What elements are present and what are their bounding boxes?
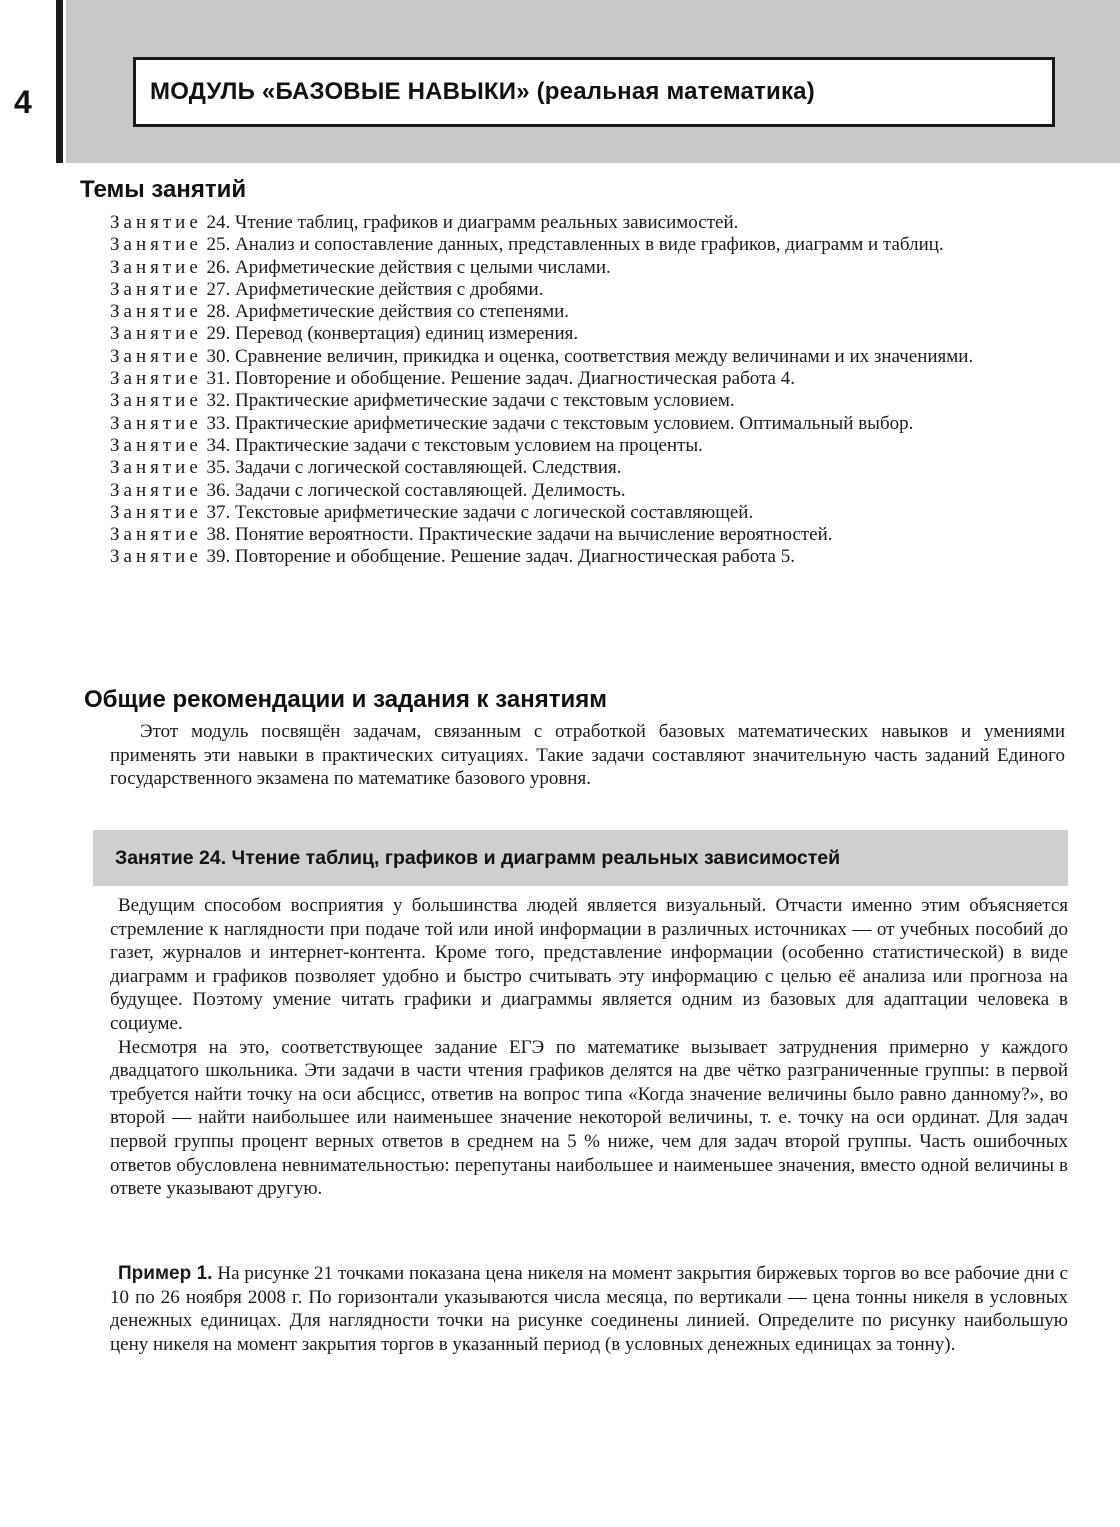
topic-item: Занятие 32. Практические арифметические задачи с текстовым условием. (110, 390, 735, 412)
topic-item: Занятие 35. Задачи с логической составляющей. Следствия. (110, 457, 622, 479)
lesson-title: Занятие 24. Чтение таблиц, графиков и диаграмм реальных зависимостей (115, 846, 841, 869)
topic-item: Занятие 33. Практические арифметические задачи с текстовым условием. Оптимальный выбор. (110, 412, 914, 434)
topics-list (110, 212, 1065, 569)
lesson-body (110, 894, 1068, 1201)
topic-item: Занятие 29. Перевод (конвертация) единиц измерения. (110, 323, 579, 345)
module-title-box (133, 57, 1055, 127)
vertical-rule (56, 0, 63, 163)
topic-item: Занятие 27. Арифметические действия с дробями. (110, 278, 544, 300)
lesson-paragraph: Ведущим способом восприятия у большинства людей является визуальный. Отчасти именно этим объясняется стремление к наглядности при подаче той или иной информации в различных источниках — от учебных пособий до газет, журналов и интернет-контента. Кроме того, представление информации (особенно статистической) в виде диаграмм и графиков позволяет удобно и быстро считывать эту информацию с целью её анализа или прогноза на будущее. Поэтому умение читать графики и диаграммы является одним из базовых для адаптации человека в социуме. (110, 895, 1068, 1034)
lesson-title-banner (93, 830, 1068, 886)
topic-item: Занятие 28. Арифметические действия со степенями. (110, 301, 570, 323)
topic-item: Занятие 39. Повторение и обобщение. Решение задач. Диагностическая работа 5. (110, 546, 795, 568)
page-number: 4 (14, 84, 32, 120)
example-paragraph (110, 1262, 1068, 1356)
module-title: МОДУЛЬ «БАЗОВЫЕ НАВЫКИ» (реальная математика) (150, 78, 815, 105)
topic-item: Занятие 30. Сравнение величин, прикидка и оценка, соответствия между величинами и их значениями. (110, 345, 974, 367)
example-text: На рисунке 21 точками показана цена никеля на момент закрытия биржевых торгов во все рабочие дни с 10 по 26 ноября 2008 г. По горизонтали указываются числа месяца, по вертикали — цена тонны никеля в условных денежных единицах. Для наглядности точки на рисунке соединены линией. Определите по рисунку наибольшую цену никеля на момент закрытия торгов в указанный период (в условных денежных единицах за тонну). (110, 1263, 1068, 1355)
topic-item: Занятие 26. Арифметические действия с целыми числами. (110, 256, 611, 278)
example-label: Пример 1. (118, 1263, 213, 1284)
topic-item: Занятие 36. Задачи с логической составляющей. Делимость. (110, 479, 626, 501)
topic-item: Занятие 31. Повторение и обобщение. Решение задач. Диагностическая работа 4. (110, 368, 795, 390)
recommendations-heading: Общие рекомендации и задания к занятиям (84, 686, 607, 713)
lesson-paragraph: Несмотря на это, соответствующее задание ЕГЭ по математике вызывает затруднения примерно у каждого двадцатого школьника. Эти задачи в части чтения графиков делятся на две чётко разграниченные группы: в первой требуется найти точку на оси абсцисс, ответив на вопрос типа «Когда значение величины было равно данному?», во второй — найти наибольшее или наименьшее значение некоторой величины, т. е. точку на оси ординат. Для задач первой группы процент верных ответов в среднем на 5 % ниже, чем для задач второй группы. Часть ошибочных ответов обусловлена невнимательностью: перепутаны наибольшее и наименьшее значения, вместо одной величины в ответе указывают другую. (110, 1036, 1068, 1200)
topic-item: Занятие 34. Практические задачи с текстовым условием на проценты. (110, 434, 703, 456)
recommendations-paragraph: Этот модуль посвящён задачам, связанным с отработкой базовых математических навыков и умениями применять эти навыки в практических ситуациях. Такие задачи составляют значительную часть заданий Единого государственного экзамена по математике базового уровня. (110, 721, 1065, 790)
topic-item: Занятие 24. Чтение таблиц, графиков и диаграмм реальных зависимостей. (110, 212, 739, 233)
topic-item: Занятие 37. Текстовые арифметические задачи с логической составляющей. (110, 501, 754, 523)
topic-item: Занятие 38. Понятие вероятности. Практические задачи на вычисление вероятностей. (110, 524, 833, 546)
topic-item: Занятие 25. Анализ и сопоставление данных, представленных в виде графиков, диаграмм и таблиц. (110, 234, 944, 256)
topics-heading: Темы занятий (80, 176, 247, 203)
